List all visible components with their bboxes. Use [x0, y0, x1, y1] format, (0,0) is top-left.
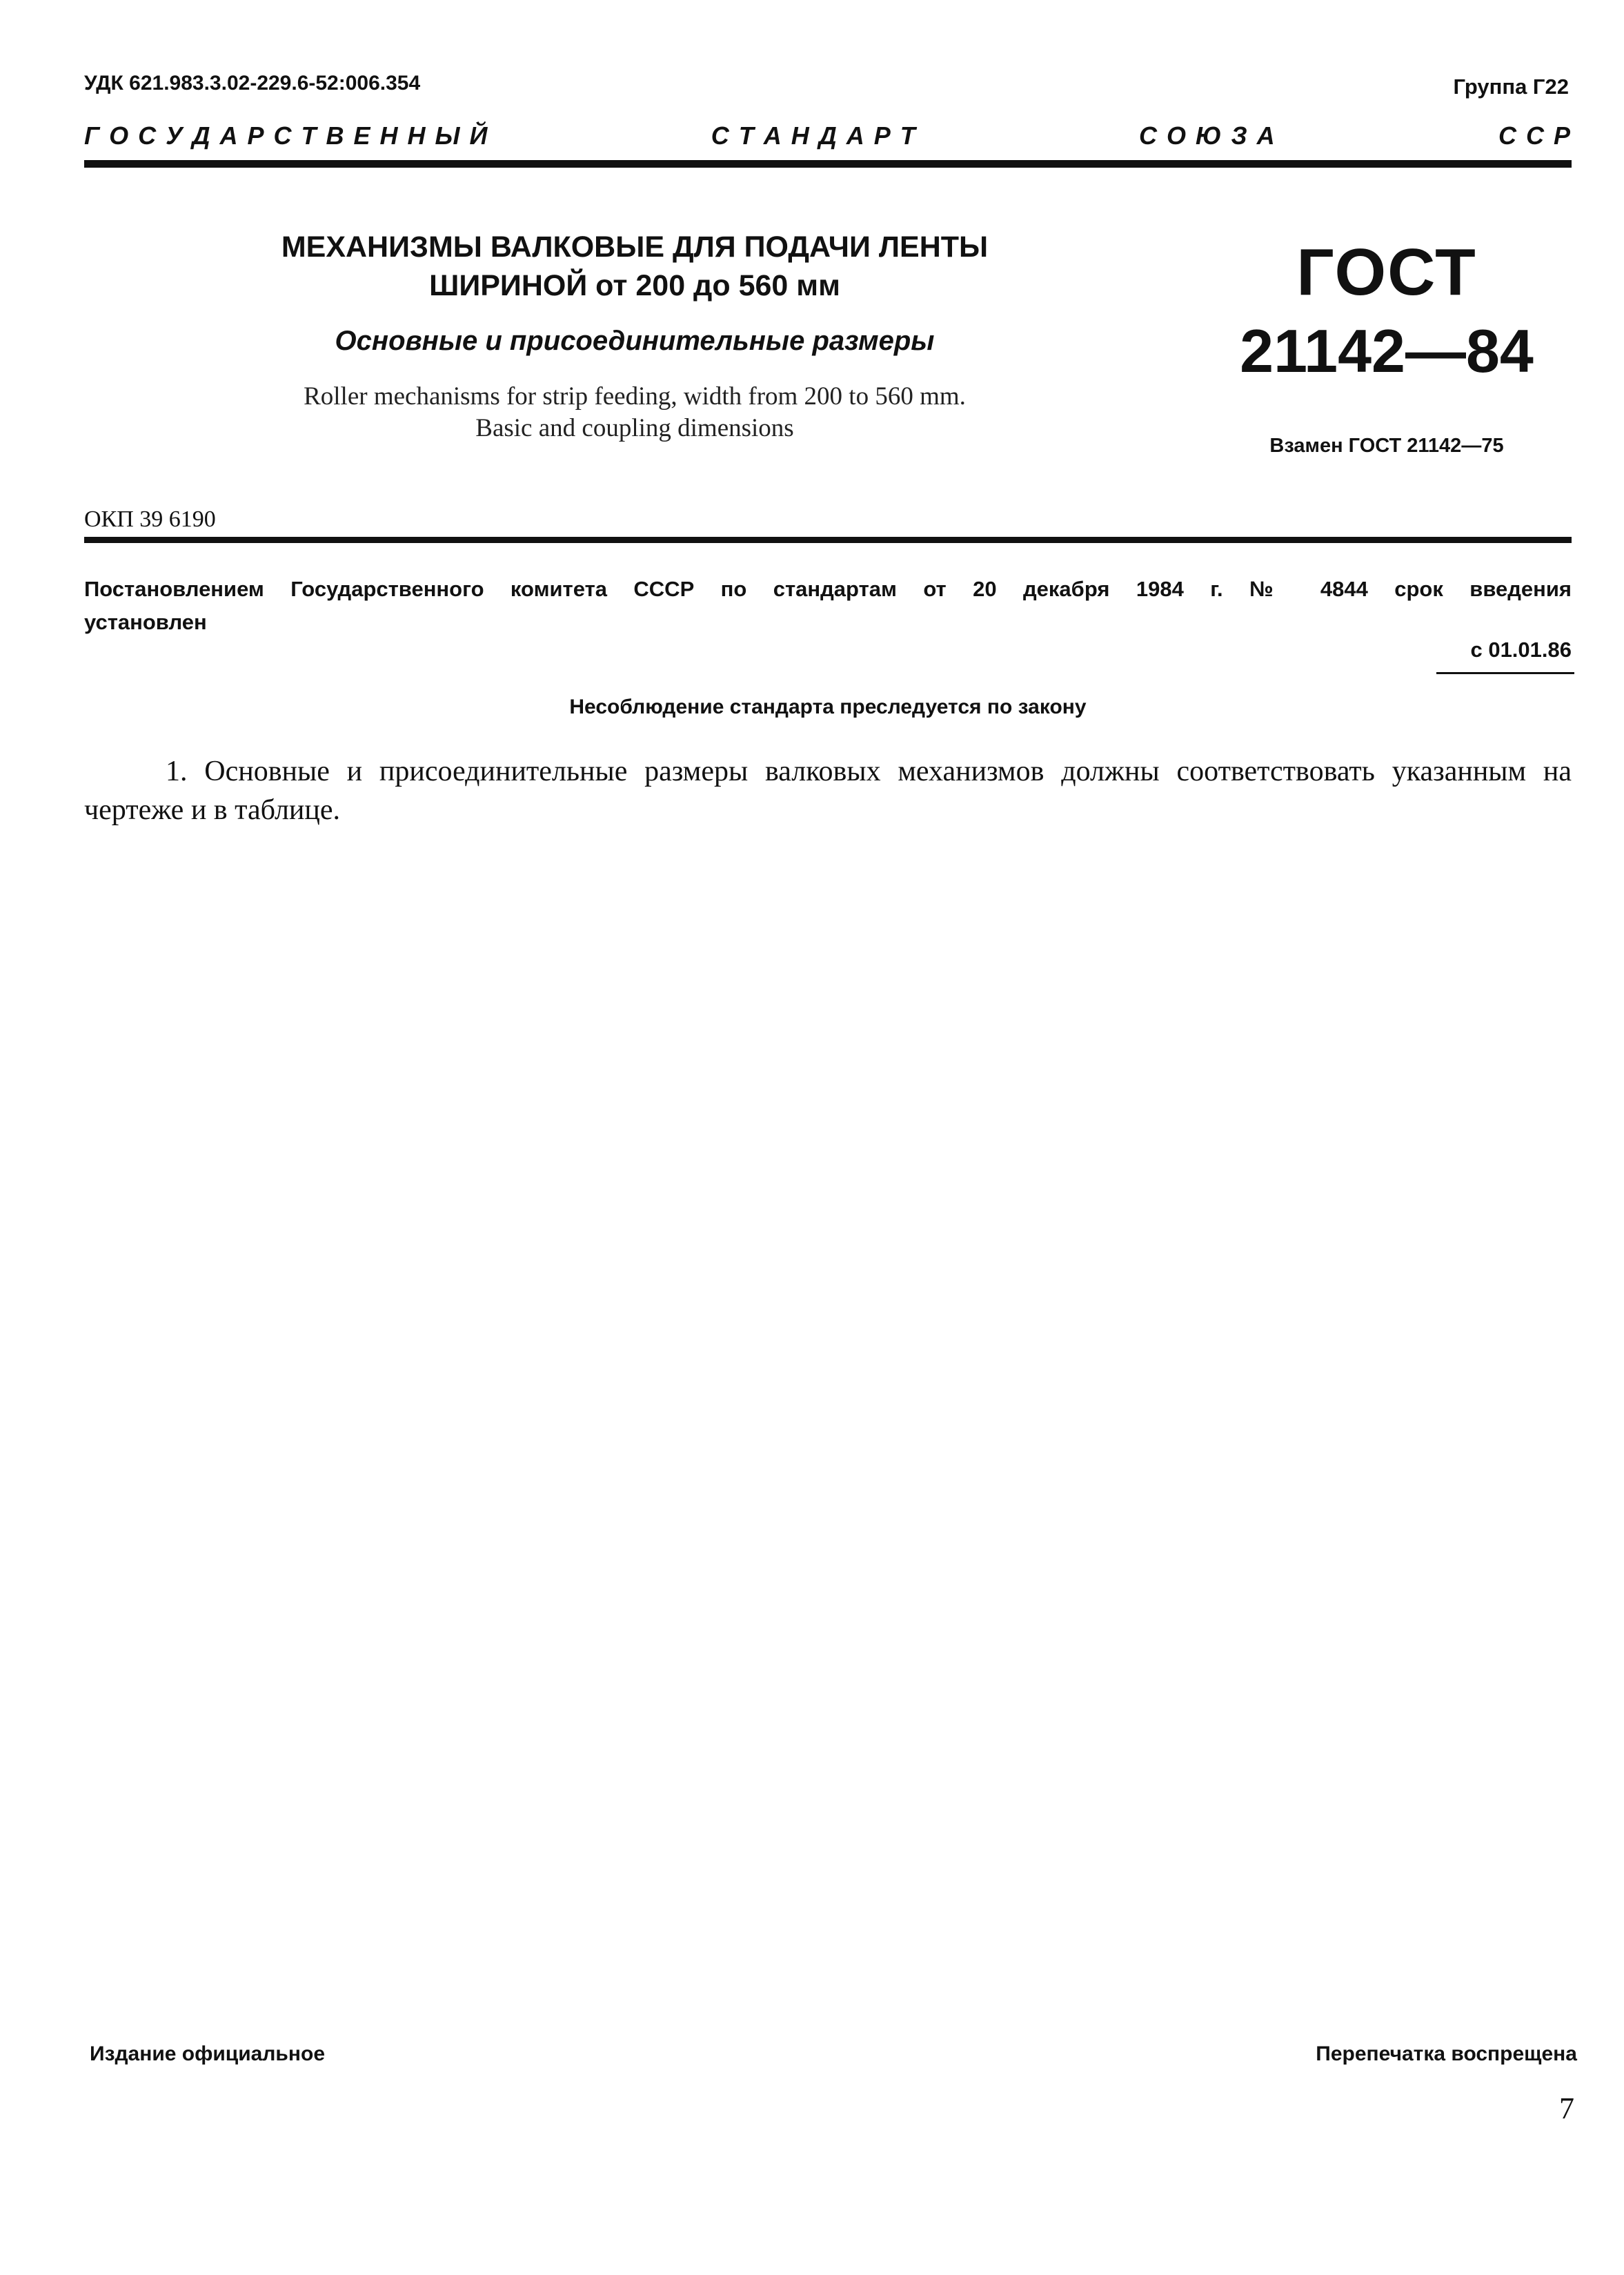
replaces-note: Взамен ГОСТ 21142—75 — [1269, 435, 1504, 457]
law-notice: Несоблюдение стандарта преследуется по закону — [569, 696, 1087, 718]
state-standard-banner — [84, 121, 1572, 149]
udk-code: УДК 621.983.3.02-229.6-52:006.354 — [84, 72, 421, 95]
english-title-line-1: Roller mechanisms for strip feeding, width from 200 to 560 mm. — [304, 382, 966, 411]
page-number: 7 — [1559, 2091, 1574, 2125]
title-line-1: МЕХАНИЗМЫ ВАЛКОВЫЕ ДЛЯ ПОДАЧИ ЛЕНТЫ — [281, 230, 989, 264]
gost-label: ГОСТ — [1296, 235, 1477, 309]
okp-rule — [84, 537, 1572, 543]
header-rule — [84, 160, 1572, 168]
okp-code: ОКП 39 6190 — [84, 506, 216, 532]
document-title — [207, 228, 1062, 305]
banner-word-standard: С Т А Н Д А Р Т — [711, 121, 917, 150]
decree-line-1: Постановлением Государственного комитета СССР по стандартам от 20 декабря 1984 г. № 4844 срок введения — [84, 577, 1572, 601]
effective-date: с 01.01.86 — [1470, 638, 1572, 662]
document-subtitle: Основные и присоединительные размеры — [335, 326, 935, 356]
english-title-line-2: Basic and coupling dimensions — [475, 414, 794, 442]
banner-word-state: Г О С У Д А Р С Т В Е Н Н Ы Й — [84, 121, 489, 150]
official-edition-note: Издание официальное — [90, 2042, 326, 2065]
title-line-2: ШИРИНОЙ от 200 до 560 мм — [429, 269, 840, 302]
body-paragraph-1: 1. Основные и присоединительные размеры валковых механизмов должны соответствовать указанным на чертеже и в таблице. — [84, 756, 1572, 826]
effective-date-underline — [1436, 672, 1574, 674]
banner-word-ussr: С С Р — [1498, 121, 1572, 150]
banner-word-union: С О Ю З А — [1139, 121, 1276, 150]
reprint-prohibited-note: Перепечатка воспрещена — [1316, 2042, 1577, 2065]
english-title — [172, 381, 1097, 444]
decree-line-2: установлен — [84, 610, 207, 634]
group-code: Группа Г22 — [1453, 75, 1569, 99]
gost-number: 21142—84 — [1240, 317, 1534, 385]
